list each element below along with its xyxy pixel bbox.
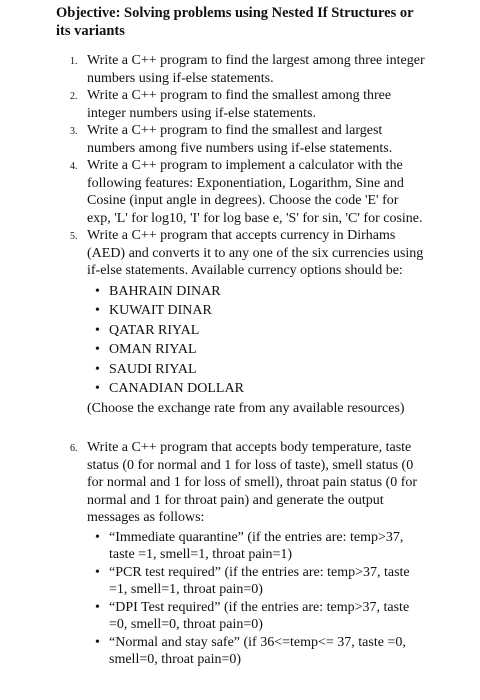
currency-item — [87, 321, 425, 341]
task-number: 4. — [70, 161, 78, 172]
bullet-icon: • — [95, 599, 100, 615]
output-message-list — [87, 529, 425, 669]
output-message-text: “Immediate quarantine” (if the entries are: temp>37, taste =1, smell=1, throat pain=1) — [109, 529, 404, 562]
task-number: 3. — [70, 126, 78, 137]
bullet-icon: • — [95, 634, 100, 650]
output-message-item — [87, 564, 425, 599]
task-item-1 — [57, 52, 425, 87]
output-message-item — [87, 634, 425, 669]
bullet-icon: • — [95, 283, 100, 299]
output-message-text: “PCR test required” (if the entries are: temp>37, taste =1, smell=1, throat pain=0) — [109, 564, 410, 597]
task-text: Write a C++ program that accepts currency in Dirhams (AED) and converts it to any one of the six currencies using if-else statements. Available currency options should be: — [87, 228, 424, 278]
output-message-item — [87, 529, 425, 564]
currency-label: KUWAIT DINAR — [109, 303, 212, 318]
task-text: Write a C++ program that accepts body temperature, taste status (0 for normal and 1 for loss of taste), smell status (0 for normal and 1 for loss of smell), throat pain status (0 for normal and 1 for throat pain) and generate the output messages as follows: — [87, 440, 418, 525]
currency-label: SAUDI RIYAL — [109, 361, 197, 377]
task-text: Write a C++ program to find the largest among three integer numbers using if-else statements. — [87, 53, 425, 86]
task-number: 1. — [70, 56, 78, 67]
currency-label: BAHRAIN DINAR — [109, 283, 221, 299]
output-message-text: “DPI Test required” (if the entries are: temp>37, taste =0, smell=0, throat pain=0) — [109, 599, 410, 632]
currency-item — [87, 301, 425, 321]
bullet-icon: • — [95, 342, 100, 357]
task-number: 2. — [70, 91, 78, 102]
task-number: 6. — [70, 443, 78, 454]
currency-item — [87, 360, 425, 380]
task-text: Write a C++ program to implement a calculator with the following features: Exponentiation, Logarithm, Sine and Cosine (input angle in degrees). Choose the code 'E' for exp, 'L' for log10, 'I' for log base e, 'S' for sin, 'C' for cosine. — [87, 158, 423, 226]
task-item-4 — [57, 157, 425, 227]
task-item-5 — [57, 227, 425, 417]
bullet-icon: • — [95, 303, 100, 318]
task-item-2 — [57, 87, 425, 122]
output-message-text: “Normal and stay safe” (if 36<=temp<= 37, taste =0, smell=0, throat pain=0) — [109, 634, 406, 667]
task-text: Write a C++ program to find the smallest and largest numbers among five numbers using if-else statements. — [87, 123, 393, 156]
bullet-icon: • — [95, 564, 100, 580]
task-list — [57, 52, 470, 669]
bullet-icon: • — [95, 322, 100, 338]
output-message-item — [87, 599, 425, 634]
currency-item — [87, 379, 425, 399]
objective-heading: Objective: Solving problems using Nested If Structures or its variants — [56, 5, 414, 39]
currency-item — [87, 282, 425, 302]
currency-item — [87, 340, 425, 360]
bullet-icon: • — [95, 361, 100, 377]
task-text: Write a C++ program to find the smallest among three integer numbers using if-else statements. — [87, 88, 392, 121]
bullet-icon: • — [95, 381, 100, 396]
bullet-icon: • — [95, 529, 100, 545]
task-item-6 — [57, 439, 425, 669]
task-item-3 — [57, 122, 425, 157]
exchange-rate-note: (Choose the exchange rate from any available resources) — [87, 400, 405, 416]
task-number: 5. — [70, 231, 78, 242]
currency-label: CANADIAN DOLLAR — [109, 381, 244, 396]
spacer — [57, 417, 425, 439]
currency-list — [87, 282, 425, 399]
currency-label: QATAR RIYAL — [109, 322, 200, 338]
currency-label: OMAN RIYAL — [109, 342, 197, 357]
